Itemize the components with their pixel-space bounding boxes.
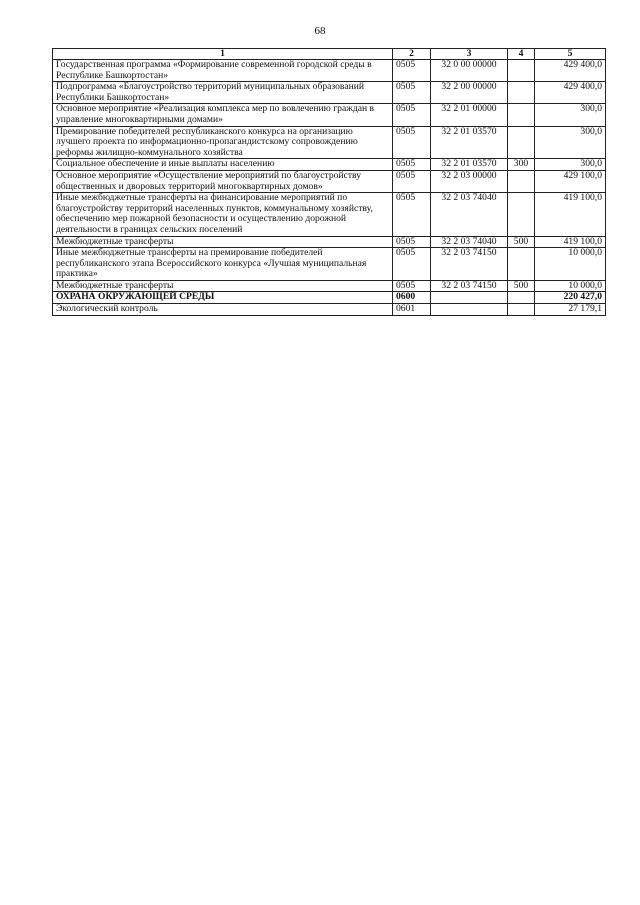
row-name-cell: Иные межбюджетные трансферты на премирование победителей республиканского этапа Всероссийского конкурса «Лучшая муниципальная практика» [53,248,393,281]
target-article-cell: 32 2 01 03570 [431,159,508,171]
row-name-cell: Основное мероприятие «Осуществление мероприятий по благоустройству общественных и дворовых территорий многоквартирных домов» [53,170,393,192]
amount-cell: 10 000,0 [535,248,606,281]
section-code-cell: 0505 [393,236,431,248]
expense-type-cell [508,248,535,281]
section-code-cell: 0600 [393,292,431,304]
target-article-cell [431,292,508,304]
amount-cell: 419 100,0 [535,193,606,236]
target-article-cell: 32 2 03 74150 [431,280,508,292]
amount-cell: 429 400,0 [535,82,606,104]
table-row [53,104,606,126]
target-article-cell: 32 2 01 03570 [431,126,508,159]
row-name-cell: Подпрограмма «Благоустройство территорий муниципальных образований Республики Башкортостан» [53,82,393,104]
section-code-cell: 0505 [393,104,431,126]
target-article-cell: 32 2 03 74040 [431,236,508,248]
expense-type-cell [508,126,535,159]
target-article-cell: 32 2 03 00000 [431,170,508,192]
expense-type-cell [508,104,535,126]
budget-table [52,48,606,316]
row-name-cell: Экологический контроль [53,304,393,316]
table-body [53,60,606,316]
table-row [53,170,606,192]
table-row [53,126,606,159]
section-code-cell: 0505 [393,193,431,236]
expense-type-cell [508,292,535,304]
page-number: 68 [314,25,326,37]
amount-cell: 27 179,1 [535,304,606,316]
target-article-cell [431,304,508,316]
table-row [53,292,606,304]
row-name-cell: Премирование победителей республиканского конкурса на организацию лучшего проекта по информационно-пропагандистскому сопровождению реформы жилищно-коммунального хозяйства [53,126,393,159]
target-article-cell: 32 2 03 74040 [431,193,508,236]
table-row [53,236,606,248]
section-code-cell: 0505 [393,248,431,281]
expense-type-cell [508,170,535,192]
row-name-cell: Государственная программа «Формирование современной городской среды в Республике Башкортостан» [53,60,393,82]
header-col-3: 3 [431,49,508,60]
expense-type-cell: 300 [508,159,535,171]
amount-cell: 419 100,0 [535,236,606,248]
section-code-cell: 0505 [393,170,431,192]
amount-cell: 300,0 [535,126,606,159]
expense-type-cell [508,60,535,82]
table-row [53,60,606,82]
table-header [53,49,606,60]
expense-type-cell: 500 [508,280,535,292]
table-row [53,304,606,316]
expense-type-cell [508,304,535,316]
header-col-5: 5 [535,49,606,60]
row-name-cell: Межбюджетные трансферты [53,280,393,292]
section-code-cell: 0505 [393,159,431,171]
table-row [53,248,606,281]
amount-cell: 300,0 [535,159,606,171]
expense-type-cell [508,193,535,236]
header-col-4: 4 [508,49,535,60]
amount-cell: 300,0 [535,104,606,126]
expense-type-cell: 500 [508,236,535,248]
header-col-2: 2 [393,49,431,60]
row-name-cell: Межбюджетные трансферты [53,236,393,248]
row-name-cell: Иные межбюджетные трансферты на финансирование мероприятий по благоустройству территорий населенных пунктов, коммунальному хозяйству, обеспечению мер пожарной безопасности и осуществлению дорожной деятельности в границах сельских поселений [53,193,393,236]
target-article-cell: 32 2 03 74150 [431,248,508,281]
target-article-cell: 32 0 00 00000 [431,60,508,82]
row-name-cell: ОХРАНА ОКРУЖАЮЩЕЙ СРЕДЫ [53,292,393,304]
table-row [53,82,606,104]
amount-cell: 429 400,0 [535,60,606,82]
amount-cell: 429 100,0 [535,170,606,192]
section-code-cell: 0505 [393,126,431,159]
header-col-1: 1 [53,49,393,60]
amount-cell: 10 000,0 [535,280,606,292]
amount-cell: 220 427,0 [535,292,606,304]
row-name-cell: Социальное обеспечение и иные выплаты населению [53,159,393,171]
header-row [53,49,606,60]
table-row [53,159,606,171]
section-code-cell: 0505 [393,82,431,104]
row-name-cell: Основное мероприятие «Реализация комплекса мер по вовлечению граждан в управление многоквартирными домами» [53,104,393,126]
section-code-cell: 0505 [393,280,431,292]
target-article-cell: 32 2 01 00000 [431,104,508,126]
expense-type-cell [508,82,535,104]
target-article-cell: 32 2 00 00000 [431,82,508,104]
section-code-cell: 0505 [393,60,431,82]
section-code-cell: 0601 [393,304,431,316]
table-row [53,193,606,236]
